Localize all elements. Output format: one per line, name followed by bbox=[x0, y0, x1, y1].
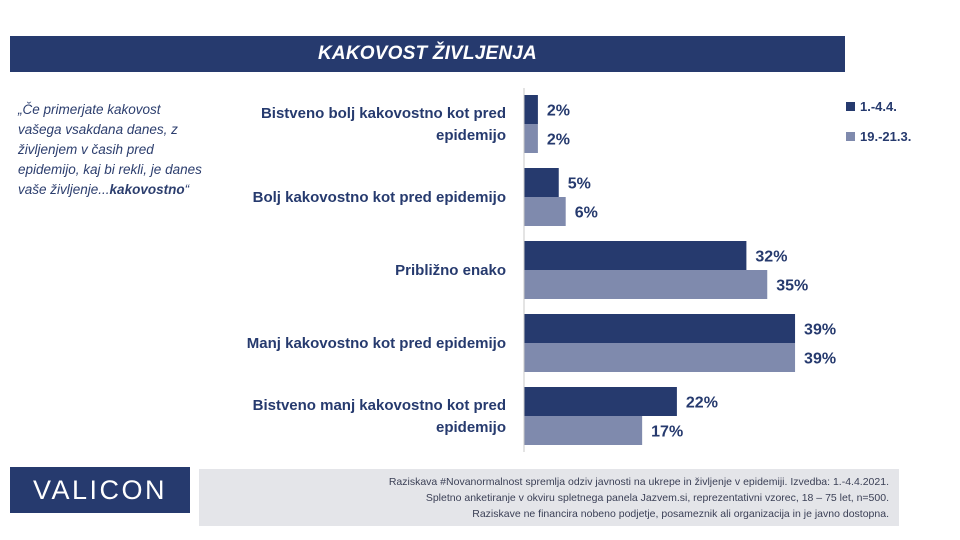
category-label: Bistveno bolj kakovostno kot pred bbox=[260, 105, 506, 122]
data-label: 32% bbox=[755, 248, 788, 266]
data-label: 2% bbox=[546, 131, 571, 149]
data-label: 22% bbox=[685, 394, 718, 412]
data-label: 39% bbox=[804, 350, 837, 368]
legend bbox=[846, 98, 911, 158]
category-label: epidemijo bbox=[435, 419, 506, 436]
question-text: „Če primerjate kakovost vašega vsakdana danes, z življenjem v časih pred epidemijo, kaj bi rekli, je danes vaše življenje... bbox=[18, 102, 202, 197]
category-label: Približno enako bbox=[395, 262, 506, 279]
legend-item-series-1 bbox=[846, 98, 911, 114]
category-label: epidemijo bbox=[435, 127, 506, 144]
data-label: 39% bbox=[804, 321, 837, 339]
footer-line-2: Spletno anketiranje v okviru spletnega panela Jazvem.si, reprezentativni vzorec, 18 – 75 let, n=500. bbox=[425, 492, 889, 504]
legend-swatch-series-1 bbox=[846, 102, 855, 111]
valicon-logo bbox=[10, 467, 190, 513]
category-label: Bistveno manj kakovostno kot pred bbox=[252, 397, 506, 414]
question-emphasis: kakovostno bbox=[109, 182, 185, 197]
bar-series-1 bbox=[524, 387, 677, 416]
footer-note bbox=[199, 469, 899, 526]
data-label: 35% bbox=[776, 277, 809, 295]
category-label: Manj kakovostno kot pred epidemijo bbox=[246, 335, 506, 352]
footer-line-3: Raziskave ne financira nobeno podjetje, posameznik ali organizacija in je javno dostopna. bbox=[472, 508, 889, 520]
bar-series-2 bbox=[524, 343, 795, 372]
bar-series-2 bbox=[524, 416, 642, 445]
data-label: 2% bbox=[546, 102, 571, 120]
footer-line-1: Raziskava #Novanormalnost spremlja odziv javnosti na ukrepe in življenje v epidemiji. Izvedba: 1.-4.4.2021. bbox=[388, 476, 889, 488]
bar-series-1 bbox=[524, 95, 538, 124]
legend-item-series-2 bbox=[846, 128, 911, 144]
chart-title: KAKOVOST ŽIVLJENJA bbox=[318, 43, 537, 64]
bar-series-1 bbox=[524, 314, 795, 343]
legend-label-series-2: 19.-21.3. bbox=[860, 128, 912, 144]
question-closing: “ bbox=[184, 182, 190, 197]
category-label: Bolj kakovostno kot pred epidemijo bbox=[252, 189, 506, 206]
data-label: 5% bbox=[567, 175, 591, 193]
logo-text: VALICON bbox=[32, 474, 168, 505]
data-label: 17% bbox=[651, 423, 684, 441]
data-label: 6% bbox=[574, 204, 598, 222]
bar-series-2 bbox=[524, 197, 566, 226]
bar-series-1 bbox=[524, 241, 746, 270]
bar-series-1 bbox=[524, 168, 559, 197]
legend-swatch-series-2 bbox=[846, 132, 855, 141]
bar-series-2 bbox=[524, 124, 538, 153]
bar-series-2 bbox=[524, 270, 767, 299]
legend-label-series-1: 1.-4.4. bbox=[860, 98, 897, 114]
